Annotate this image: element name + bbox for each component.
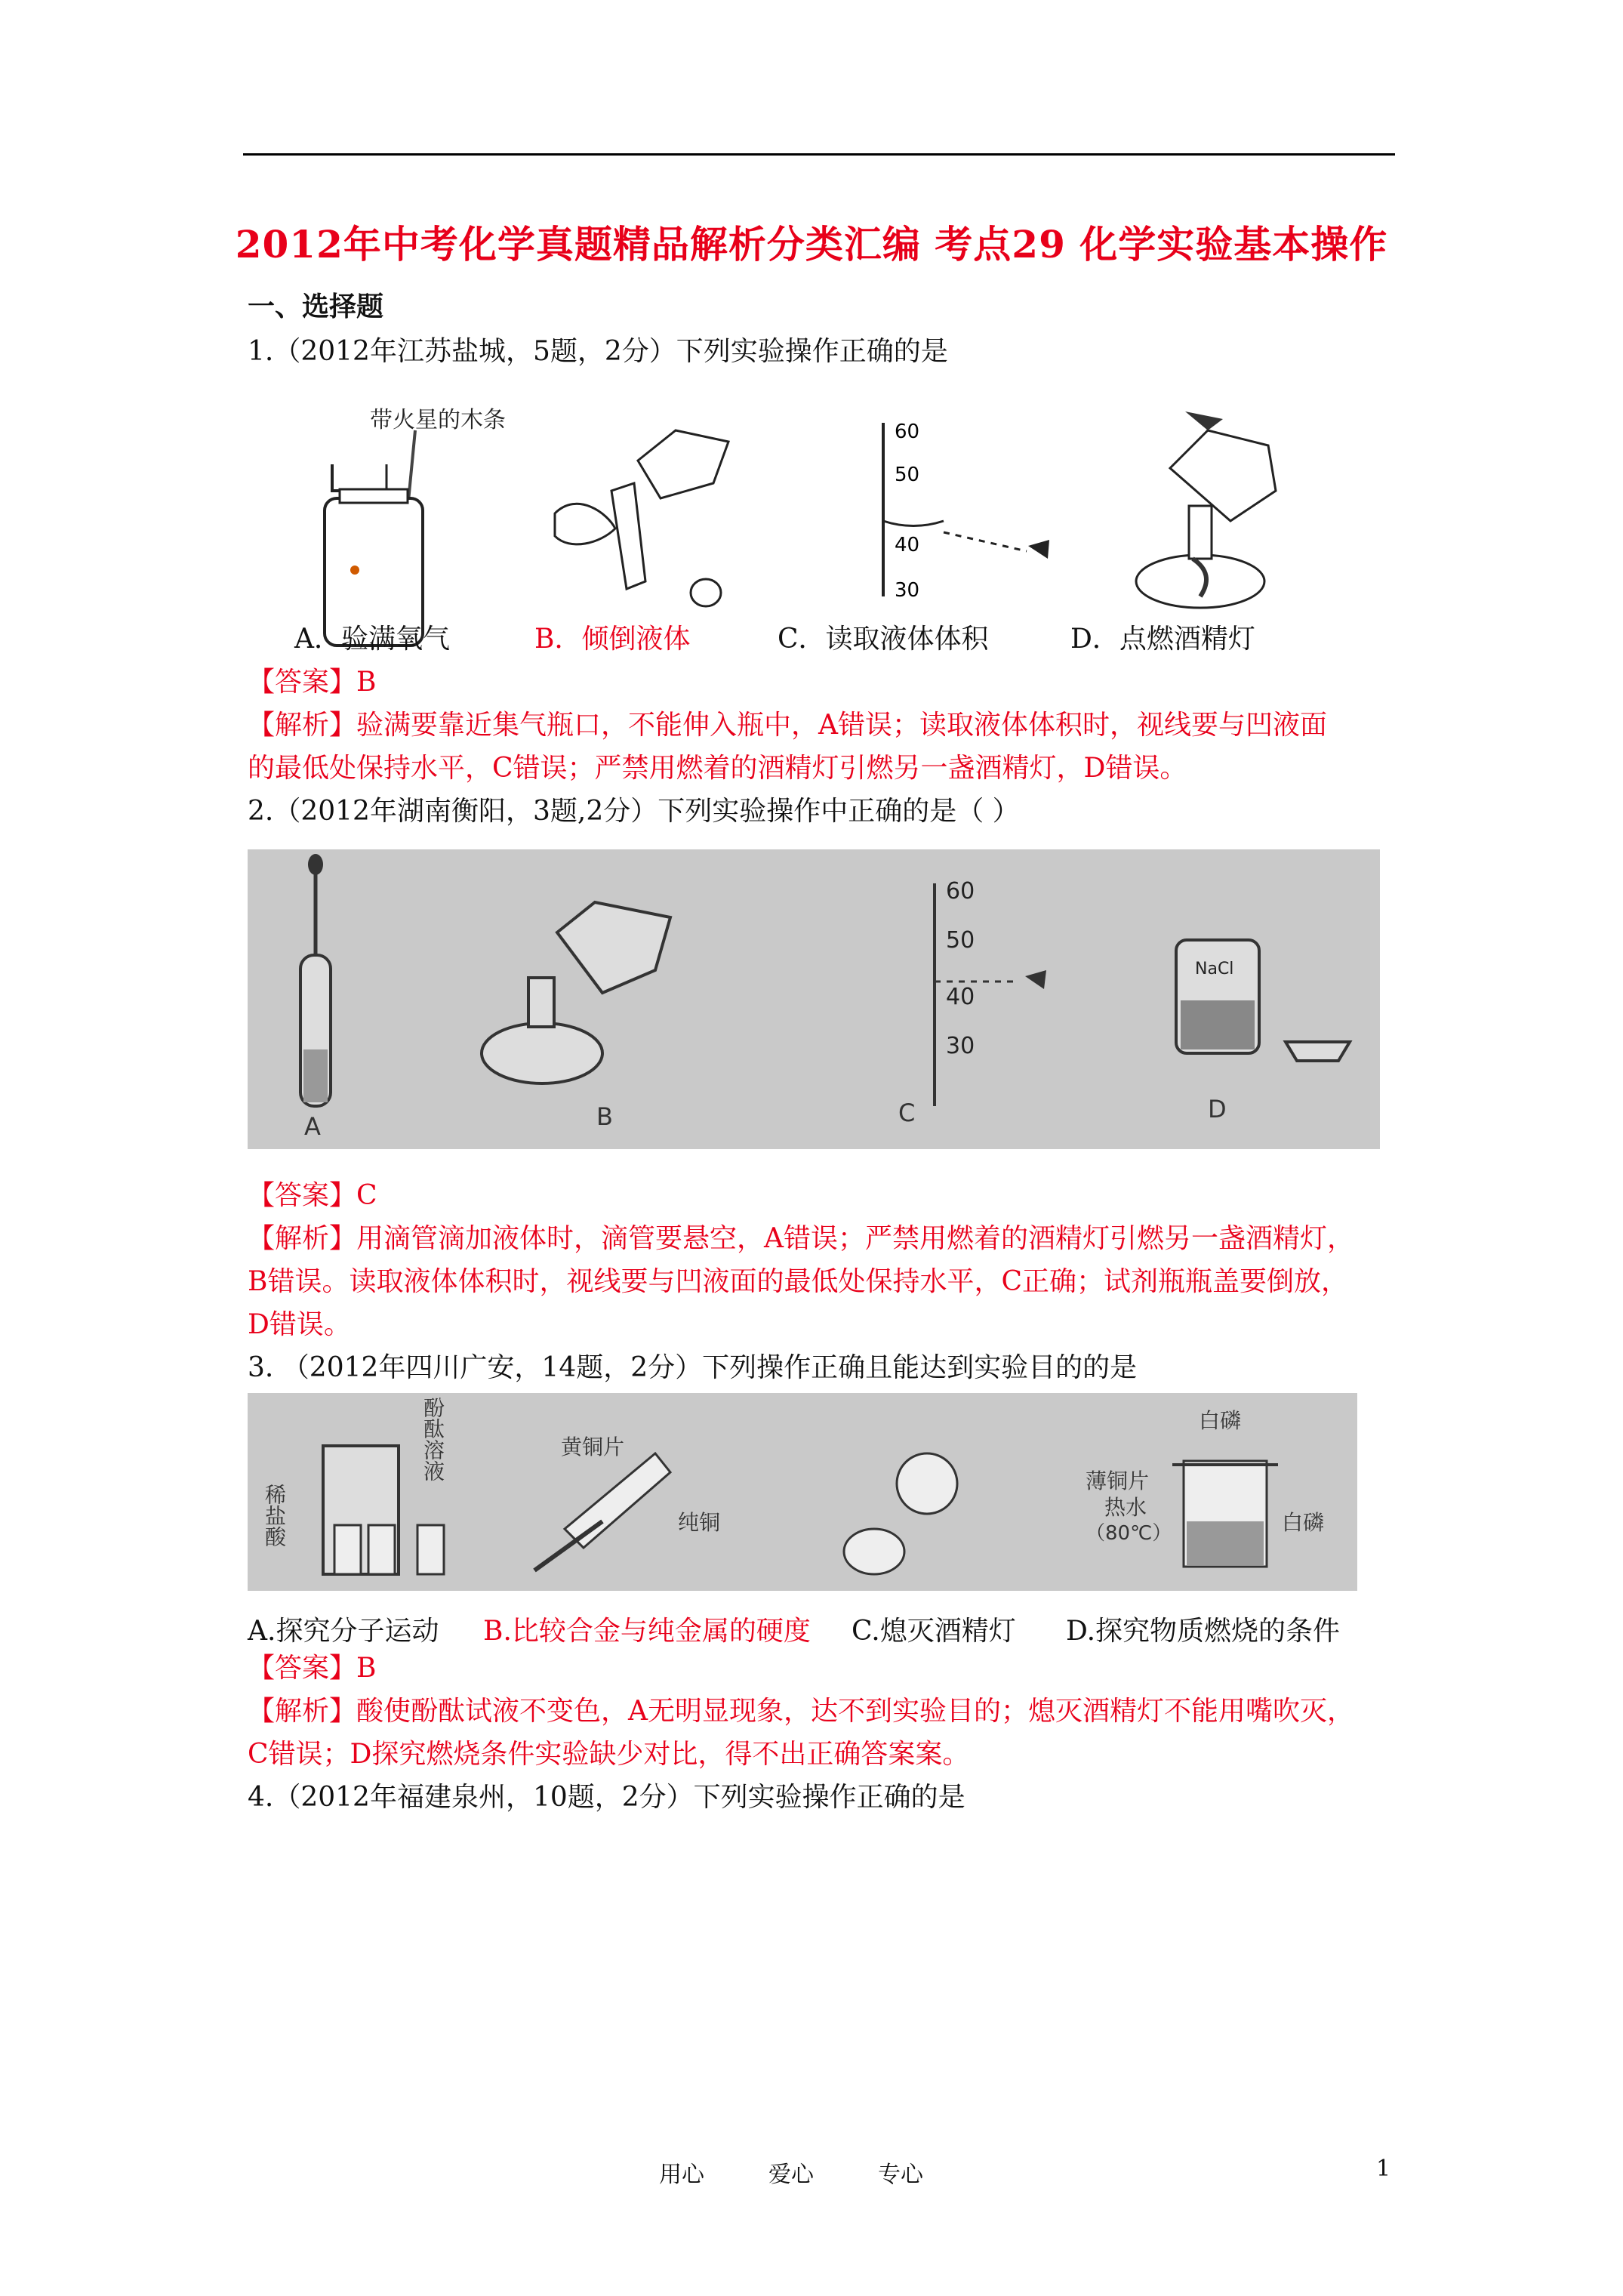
q3-analysis-line1: 【解析】酸使酚酞试液不变色，A无明显现象，达不到实验目的；熄灭酒精灯不能用嘴吹灭， <box>248 1696 1354 1727</box>
q1-option-c: C．读取液体体积 <box>778 624 989 655</box>
q3-label-phenolphthalein: 酚酞溶液 <box>420 1397 445 1481</box>
q4-stem: 4.（2012年福建泉州，10题，2分）下列实验操作正确的是 <box>248 1782 965 1813</box>
svg-text:60: 60 <box>946 878 975 905</box>
svg-text:30: 30 <box>946 1033 975 1059</box>
q1-analysis-line2: 的最低处保持水平，C错误；严禁用燃着的酒精灯引燃另一盏酒精灯，D错误。 <box>248 753 1187 784</box>
q3-option-b: B.比较合金与纯金属的硬度 <box>483 1616 811 1647</box>
q3-answer: 【答案】B <box>248 1653 377 1684</box>
svg-text:NaCl: NaCl <box>1195 960 1234 978</box>
svg-text:30: 30 <box>895 579 920 600</box>
svg-text:40: 40 <box>946 984 975 1010</box>
header-rule <box>243 153 1395 156</box>
q3-option-c: C.熄灭酒精灯 <box>852 1616 1016 1647</box>
q3-photo <box>248 1393 1357 1591</box>
q3-label-white-p-side: 白磷 <box>1282 1510 1325 1535</box>
q2-analysis-line1: 【解析】用滴管滴加液体时，滴管要悬空，A错误；严禁用燃着的酒精灯引燃另一盏酒精灯， <box>248 1223 1354 1254</box>
footer-motto-3: 专心 <box>878 2162 923 2188</box>
q2-stem: 2.（2012年湖南衡阳，3题,2分）下列实验操作中正确的是（ ） <box>248 796 1020 827</box>
page-number: 1 <box>1376 2156 1391 2182</box>
svg-text:60: 60 <box>895 421 920 443</box>
q1-option-b: B．倾倒液体 <box>534 624 691 655</box>
q2-analysis-line3: D错误。 <box>248 1309 351 1340</box>
q3-option-d: D.探究物质燃烧的条件 <box>1066 1616 1341 1647</box>
svg-text:50: 50 <box>895 464 920 486</box>
q3-label-brass: 黄铜片 <box>561 1435 625 1459</box>
q1-figure-c <box>853 419 1079 600</box>
footer-motto-2: 爱心 <box>768 2162 814 2188</box>
q1-figure-a <box>302 400 528 649</box>
q1-fig-label: 带火星的木条 <box>370 407 506 433</box>
q1-figure-b <box>525 400 751 612</box>
q3-label-white-p-top: 白磷 <box>1199 1408 1242 1433</box>
q1-figure-d <box>1117 408 1306 612</box>
q3-analysis-line2: C错误；D探究燃烧条件实验缺少对比，得不出正确答案案。 <box>248 1739 970 1770</box>
q3-stem: 3. （2012年四川广安，14题，2分）下列操作正确且能达到实验目的的是 <box>248 1352 1138 1383</box>
svg-text:50: 50 <box>946 927 975 954</box>
q3-label-copper-sheet: 薄铜片 <box>1086 1469 1150 1493</box>
q1-stem: 1.（2012年江苏盐城，5题，2分）下列实验操作正确的是 <box>248 336 948 367</box>
q2-label-a: A <box>304 1112 321 1141</box>
q2-label-d: D <box>1208 1095 1227 1123</box>
q2-photo <box>248 849 1380 1149</box>
page-title: 2012年中考化学真题精品解析分类汇编 考点29 化学实验基本操作 <box>235 222 1388 267</box>
q1-answer: 【答案】B <box>248 667 377 698</box>
q2-label-b: B <box>596 1102 613 1131</box>
q3-label-copper: 纯铜 <box>678 1510 721 1535</box>
q2-answer: 【答案】C <box>248 1180 377 1211</box>
q3-label-hot-water: 热水 <box>1104 1495 1147 1520</box>
q2-label-c: C <box>898 1099 916 1127</box>
q1-option-d: D．点燃酒精灯 <box>1070 624 1255 655</box>
q3-label-acid: 稀盐酸 <box>262 1484 287 1547</box>
q1-option-a: A．验满氧气 <box>294 624 450 655</box>
q3-label-temp: （80℃） <box>1086 1522 1172 1545</box>
q1-analysis-line1: 【解析】验满要靠近集气瓶口，不能伸入瓶中，A错误；读取液体体积时，视线要与凹液面 <box>248 710 1327 741</box>
q2-analysis-line2: B错误。读取液体体积时，视线要与凹液面的最低处保持水平，C正确；试剂瓶瓶盖要倒放， <box>248 1266 1349 1297</box>
section-heading: 一、选择题 <box>248 291 384 322</box>
footer-motto-1: 用心 <box>659 2162 704 2188</box>
q3-option-a: A.探究分子运动 <box>248 1616 439 1647</box>
svg-text:40: 40 <box>895 534 920 556</box>
